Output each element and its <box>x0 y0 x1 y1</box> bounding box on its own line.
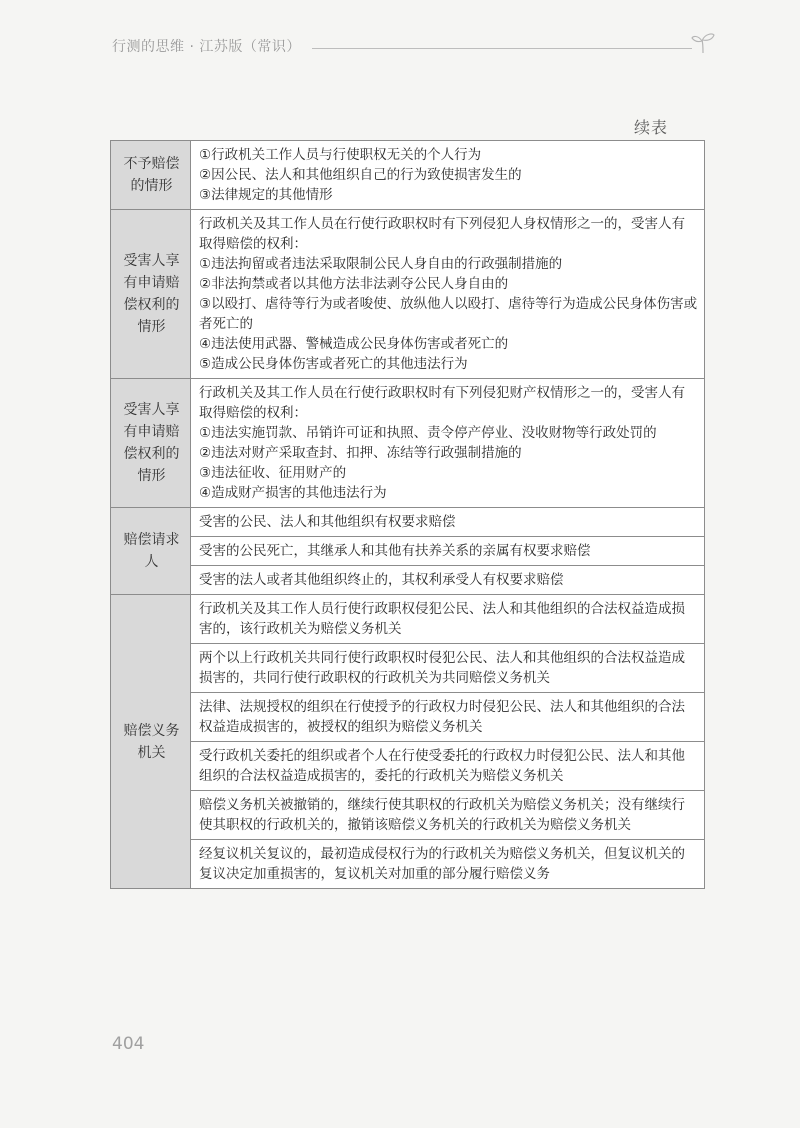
row-content: 受害的法人或者其他组织终止的，其权利承受人有权要求赔偿 <box>191 566 705 595</box>
row-content: 经复议机关复议的，最初造成侵权行为的行政机关为赔偿义务机关，但复议机关的复议决定加重损害的，复议机关对加重的部分履行赔偿义务 <box>191 840 705 889</box>
continued-table-label: 续表 <box>634 118 669 137</box>
content-line: ①违法拘留或者违法采取限制公民人身自由的行政强制措施的 <box>199 256 563 272</box>
page-header <box>112 30 712 60</box>
table-row <box>111 791 705 840</box>
table-row <box>111 644 705 693</box>
content-line: ②违法对财产采取查封、扣押、冻结等行政强制措施的 <box>199 445 522 461</box>
table-row <box>111 508 705 537</box>
row-content: 受行政机关委托的组织或者个人在行使受委托的行政权力时侵犯公民、法人和其他组织的合法权益造成损害的，委托的行政机关为赔偿义务机关 <box>191 742 705 791</box>
content-line: ④造成财产损害的其他违法行为 <box>199 485 387 501</box>
table-row <box>111 840 705 889</box>
content-line: ②非法拘禁或者以其他方法非法剥夺公民人身自由的 <box>199 276 509 292</box>
content-line: 行政机关及其工作人员在行使行政职权时有下列侵犯财产权情形之一的，受害人有取得赔偿的权利： <box>199 385 685 421</box>
row-content <box>191 210 705 379</box>
content-line: ①行政机关工作人员与行使职权无关的个人行为 <box>199 147 482 163</box>
row-category: 赔偿请求人 <box>111 508 191 595</box>
content-line: ③以殴打、虐待等行为或者唆使、放纵他人以殴打、虐待等行为造成公民身体伤害或者死亡的 <box>199 296 698 332</box>
sprout-icon <box>690 32 716 54</box>
row-content: 受害的公民、法人和其他组织有权要求赔偿 <box>191 508 705 537</box>
table-row <box>111 537 705 566</box>
row-content <box>191 379 705 508</box>
row-category: 受害人享有申请赔偿权利的情形 <box>111 210 191 379</box>
header-title: 行测的思维 · 江苏版（常识） <box>112 39 301 55</box>
content-line: ④违法使用武器、警械造成公民身体伤害或者死亡的 <box>199 336 509 352</box>
table-row <box>111 566 705 595</box>
compensation-table <box>110 140 705 889</box>
table-row <box>111 595 705 644</box>
content-line: ①违法实施罚款、吊销许可证和执照、责令停产停业、没收财物等行政处罚的 <box>199 425 657 441</box>
row-category: 不予赔偿的情形 <box>111 141 191 210</box>
table-row <box>111 141 705 210</box>
row-content: 行政机关及其工作人员行使行政职权侵犯公民、法人和其他组织的合法权益造成损害的，该行政机关为赔偿义务机关 <box>191 595 705 644</box>
row-content: 法律、法规授权的组织在行使授予的行政权力时侵犯公民、法人和其他组织的合法权益造成损害的，被授权的组织为赔偿义务机关 <box>191 693 705 742</box>
row-content: 受害的公民死亡，其继承人和其他有扶养关系的亲属有权要求赔偿 <box>191 537 705 566</box>
table-row <box>111 210 705 379</box>
row-content <box>191 141 705 210</box>
table-row <box>111 693 705 742</box>
content-line: ⑤造成公民身体伤害或者死亡的其他违法行为 <box>199 356 468 372</box>
content-line: ③违法征收、征用财产的 <box>199 465 347 481</box>
content-line: 行政机关及其工作人员在行使行政职权时有下列侵犯人身权情形之一的，受害人有取得赔偿的权利： <box>199 216 685 252</box>
row-content: 赔偿义务机关被撤销的，继续行使其职权的行政机关为赔偿义务机关；没有继续行使其职权的行政机关的，撤销该赔偿义务机关的行政机关为赔偿义务机关 <box>191 791 705 840</box>
row-category: 受害人享有申请赔偿权利的情形 <box>111 379 191 508</box>
table-row <box>111 742 705 791</box>
row-content: 两个以上行政机关共同行使行政职权时侵犯公民、法人和其他组织的合法权益造成损害的，共同行使行政职权的行政机关为共同赔偿义务机关 <box>191 644 705 693</box>
row-category: 赔偿义务机关 <box>111 595 191 889</box>
table-row <box>111 379 705 508</box>
content-line: ③法律规定的其他情形 <box>199 187 333 203</box>
header-rule <box>312 48 692 49</box>
page-number: 404 <box>112 1034 145 1054</box>
content-line: ②因公民、法人和其他组织自己的行为致使损害发生的 <box>199 167 522 183</box>
